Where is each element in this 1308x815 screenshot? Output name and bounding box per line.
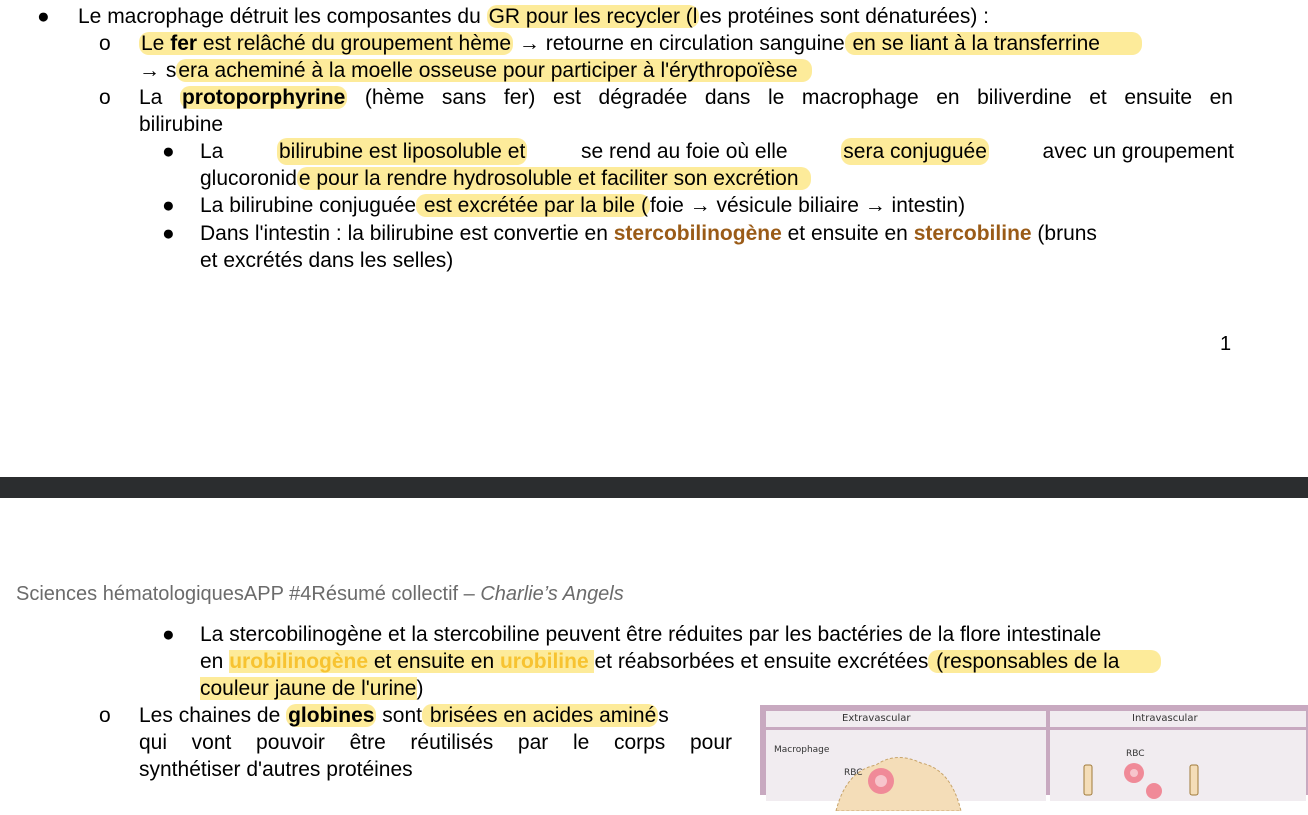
term-stercobilinogene: stercobilinogène (613, 222, 782, 245)
line-reutilises: qui vont pouvoir être réutilisés par le corps pour (139, 731, 732, 754)
line-protoporphyrine (139, 84, 1233, 111)
text: est relâché du groupement hème (197, 32, 512, 55)
line-liposoluble (200, 138, 1234, 165)
line-urine (200, 675, 424, 702)
text: sont (376, 704, 422, 727)
line-intestin (200, 220, 1097, 247)
line-fer (139, 30, 1233, 57)
text: → s (139, 59, 177, 82)
term-protoporphyrine: protoporphyrine (181, 86, 346, 109)
bullet-o: o (99, 32, 111, 55)
text: en (200, 650, 230, 673)
highlight: brisées en acides aminé (423, 704, 657, 727)
bullet-o: o (99, 86, 111, 109)
rbc-label: RBC (1126, 749, 1145, 759)
text: s (658, 704, 669, 727)
text: Le (141, 32, 171, 55)
term-urobilinogene: urobilinogène (229, 650, 369, 673)
text: Les chaines de (139, 704, 287, 727)
highlight: en se liant à la transferrine (845, 32, 1142, 55)
text: glucoronid (200, 167, 297, 190)
text: (hème sans fer) est dégradée dans le macrophage en biliverdine et ensuite en (347, 86, 1233, 109)
bullet-dot: ● (162, 623, 175, 646)
intravascular-cells (1050, 755, 1306, 815)
text: (bruns (1031, 222, 1097, 245)
panel-divider (1050, 727, 1306, 730)
panel-divider (766, 727, 1046, 730)
bullet-o: o (99, 704, 111, 727)
hemolysis-figure (760, 705, 1308, 795)
extravascular-label: Extravascular (842, 713, 911, 724)
line-reduites: La stercobilinogène et la stercobiline peuvent être réduites par les bactéries de la flore intestinale (200, 623, 1102, 646)
page-separator (0, 477, 1308, 498)
term-fer: fer (170, 32, 198, 55)
line-moelle (139, 57, 812, 84)
macrophage-label: Macrophage (774, 745, 830, 755)
line-bile (200, 192, 965, 219)
text: avec un groupement (1042, 140, 1234, 163)
text: Dans l'intestin : la bilirubine est convertie en (200, 222, 614, 245)
extravascular-panel (766, 711, 1046, 801)
highlight: era acheminé à la moelle osseuse pour participer à l'érythropoïèse (176, 59, 811, 82)
rbc-label: RBC (844, 768, 863, 778)
text: foie → vésicule biliaire → intestin) (649, 194, 966, 217)
highlight: bilirubine est liposoluble et (279, 140, 526, 163)
text: es protéines sont dénaturées) : (699, 5, 989, 28)
text: et réabsorbées et ensuite excrétées (594, 650, 929, 673)
term-globines: globines (288, 704, 375, 727)
term-urobiline: urobiline (499, 650, 595, 673)
bullet-dot: ● (162, 140, 175, 163)
text: et ensuite en (781, 222, 914, 245)
highlight: (responsables de la (928, 650, 1161, 673)
bullet-dot: ● (162, 194, 175, 217)
highlight: et ensuite en (368, 650, 500, 673)
text: Le macrophage détruit les composantes du (78, 5, 487, 28)
header-text: Sciences hématologiquesAPP #4Résumé collectif – (16, 583, 481, 605)
text: La (139, 86, 180, 109)
highlight (139, 32, 513, 55)
bullet-main: ● (37, 5, 50, 28)
highlight: est excrétée par la bile ( (418, 194, 648, 217)
line-urobilinogene (200, 648, 1161, 675)
line-macrophage (78, 3, 989, 30)
text: La bilirubine conjuguée (200, 194, 416, 217)
text: se rend au foie où elle (580, 140, 788, 163)
highlight: sera conjuguée (843, 140, 987, 163)
intravascular-label: Intravascular (1132, 713, 1198, 724)
line-globines (139, 702, 669, 729)
text: ) (416, 677, 424, 700)
header-team: Charlie’s Angels (480, 583, 624, 605)
intravascular-panel (1050, 711, 1306, 801)
macrophage-cell (826, 751, 966, 811)
text: → retourne en circulation sanguine (513, 32, 845, 55)
term-stercobiline: stercobiline (913, 222, 1032, 245)
text: La (200, 140, 224, 163)
line-bilirubine: bilirubine (139, 113, 224, 136)
line-synthetiser: synthétiser d'autres protéines (139, 758, 413, 781)
page-number: 1 (1220, 333, 1232, 355)
highlight: GR pour les recycler (l (488, 5, 698, 28)
highlight: e pour la rendre hydrosoluble et faciliter son excrétion (297, 167, 811, 190)
line-glucoronide (200, 165, 811, 192)
bullet-dot: ● (162, 222, 175, 245)
line-selles: et excrétés dans les selles) (200, 249, 454, 272)
highlight: couleur jaune de l'urine (200, 677, 417, 700)
running-header (16, 581, 624, 608)
